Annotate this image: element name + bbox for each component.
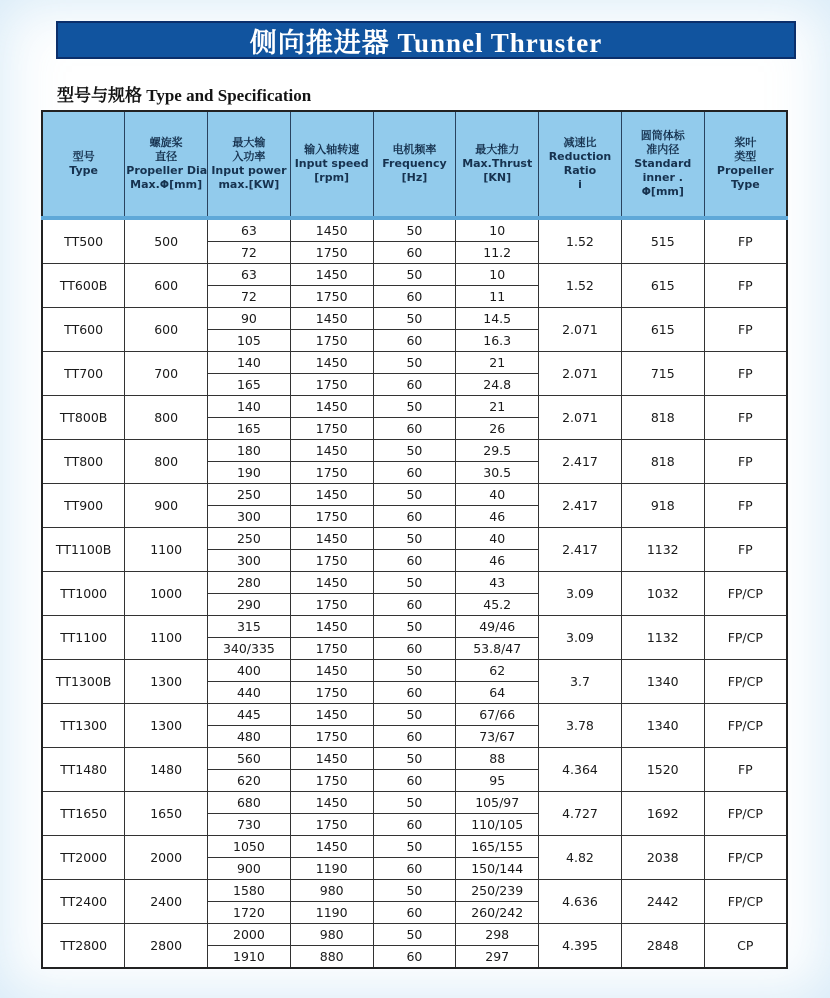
header-line: inner . [642, 171, 683, 184]
standard-inner-cell: 2442 [621, 880, 704, 924]
input-speed-cell: 1450 [290, 528, 373, 550]
spec-row-tt600 [42, 308, 787, 330]
propeller-type-cell: FP [704, 352, 787, 396]
reduction-ratio-cell: 2.071 [539, 396, 622, 440]
column-header-type [42, 111, 125, 218]
input-speed-cell: 1750 [290, 330, 373, 352]
propeller-dia-cell: 800 [125, 396, 208, 440]
input-speed-cell: 1750 [290, 462, 373, 484]
input-speed-cell: 1750 [290, 726, 373, 748]
input-power-cell: 1580 [208, 880, 291, 902]
propeller-type-cell: FP [704, 264, 787, 308]
input-power-cell: 1910 [208, 946, 291, 969]
model-cell: TT800B [42, 396, 125, 440]
max-thrust-cell: 53.8/47 [456, 638, 539, 660]
frequency-cell: 60 [373, 594, 456, 616]
header-line: Standard [634, 157, 692, 170]
input-speed-cell: 1450 [290, 440, 373, 462]
spec-row-tt500 [42, 218, 787, 242]
input-power-cell: 280 [208, 572, 291, 594]
input-power-cell: 560 [208, 748, 291, 770]
frequency-cell: 60 [373, 506, 456, 528]
frequency-cell: 50 [373, 264, 456, 286]
standard-inner-cell: 1132 [621, 528, 704, 572]
header-line: 桨叶 [734, 136, 757, 149]
frequency-cell: 50 [373, 836, 456, 858]
spec-row-tt1650 [42, 792, 787, 814]
max-thrust-cell: 46 [456, 506, 539, 528]
input-power-cell: 190 [208, 462, 291, 484]
header-line: 电机频率 [392, 143, 437, 156]
frequency-cell: 60 [373, 858, 456, 880]
spec-row-tt1480 [42, 748, 787, 770]
max-thrust-cell: 16.3 [456, 330, 539, 352]
input-speed-cell: 1190 [290, 902, 373, 924]
frequency-cell: 60 [373, 682, 456, 704]
standard-inner-cell: 615 [621, 264, 704, 308]
model-cell: TT1100B [42, 528, 125, 572]
max-thrust-cell: 40 [456, 528, 539, 550]
standard-inner-cell: 818 [621, 396, 704, 440]
frequency-cell: 60 [373, 286, 456, 308]
max-thrust-cell: 88 [456, 748, 539, 770]
spec-row-tt1100 [42, 616, 787, 638]
frequency-cell: 50 [373, 308, 456, 330]
model-cell: TT1300 [42, 704, 125, 748]
max-thrust-cell: 21 [456, 352, 539, 374]
header-line: [rpm] [314, 171, 350, 184]
frequency-cell: 50 [373, 616, 456, 638]
spec-table [41, 110, 788, 969]
propeller-type-cell: FP/CP [704, 880, 787, 924]
input-power-cell: 445 [208, 704, 291, 726]
reduction-ratio-cell: 2.417 [539, 484, 622, 528]
model-cell: TT2400 [42, 880, 125, 924]
input-power-cell: 105 [208, 330, 291, 352]
page-title: 侧向推进器 Tunnel Thruster [249, 27, 603, 58]
max-thrust-cell: 40 [456, 484, 539, 506]
input-speed-cell: 1450 [290, 792, 373, 814]
input-speed-cell: 1450 [290, 836, 373, 858]
frequency-cell: 60 [373, 374, 456, 396]
input-power-cell: 400 [208, 660, 291, 682]
header-line: Max.Φ[mm] [130, 178, 203, 191]
frequency-cell: 50 [373, 352, 456, 374]
input-speed-cell: 1750 [290, 242, 373, 264]
frequency-cell: 50 [373, 880, 456, 902]
max-thrust-cell: 10 [456, 218, 539, 242]
frequency-cell: 60 [373, 902, 456, 924]
standard-inner-cell: 818 [621, 440, 704, 484]
header-line: i [578, 178, 582, 191]
max-thrust-cell: 29.5 [456, 440, 539, 462]
reduction-ratio-cell: 2.071 [539, 352, 622, 396]
input-speed-cell: 1450 [290, 396, 373, 418]
reduction-ratio-cell: 1.52 [539, 218, 622, 264]
max-thrust-cell: 14.5 [456, 308, 539, 330]
standard-inner-cell: 2038 [621, 836, 704, 880]
propeller-dia-cell: 1300 [125, 704, 208, 748]
frequency-cell: 60 [373, 418, 456, 440]
max-thrust-cell: 62 [456, 660, 539, 682]
standard-inner-cell: 1520 [621, 748, 704, 792]
standard-inner-cell: 918 [621, 484, 704, 528]
input-speed-cell: 1450 [290, 264, 373, 286]
max-thrust-cell: 10 [456, 264, 539, 286]
header-line: Type [69, 164, 98, 177]
reduction-ratio-cell: 3.09 [539, 572, 622, 616]
column-header-propeller-type [704, 111, 787, 218]
input-power-cell: 63 [208, 264, 291, 286]
frequency-cell: 60 [373, 814, 456, 836]
spec-row-tt2000 [42, 836, 787, 858]
propeller-dia-cell: 1480 [125, 748, 208, 792]
input-power-cell: 300 [208, 550, 291, 572]
model-cell: TT900 [42, 484, 125, 528]
input-speed-cell: 1750 [290, 638, 373, 660]
reduction-ratio-cell: 1.52 [539, 264, 622, 308]
input-power-cell: 1720 [208, 902, 291, 924]
max-thrust-cell: 49/46 [456, 616, 539, 638]
propeller-type-cell: FP/CP [704, 792, 787, 836]
max-thrust-cell: 110/105 [456, 814, 539, 836]
propeller-type-cell: FP/CP [704, 836, 787, 880]
spec-row-tt600b [42, 264, 787, 286]
input-speed-cell: 880 [290, 946, 373, 969]
max-thrust-cell: 95 [456, 770, 539, 792]
model-cell: TT1000 [42, 572, 125, 616]
column-header-reduction-ratio [539, 111, 622, 218]
header-line: 型号 [72, 150, 95, 163]
reduction-ratio-cell: 4.636 [539, 880, 622, 924]
header-line: Propeller [716, 164, 774, 177]
max-thrust-cell: 73/67 [456, 726, 539, 748]
propeller-dia-cell: 700 [125, 352, 208, 396]
input-speed-cell: 1750 [290, 286, 373, 308]
frequency-cell: 60 [373, 330, 456, 352]
reduction-ratio-cell: 2.071 [539, 308, 622, 352]
standard-inner-cell: 1340 [621, 660, 704, 704]
input-power-cell: 140 [208, 352, 291, 374]
header-line: 螺旋桨 [149, 136, 183, 149]
header-line: Reduction [548, 150, 612, 163]
propeller-dia-cell: 900 [125, 484, 208, 528]
standard-inner-cell: 1340 [621, 704, 704, 748]
title-banner [56, 21, 796, 59]
standard-inner-cell: 715 [621, 352, 704, 396]
standard-inner-cell: 1132 [621, 616, 704, 660]
input-power-cell: 165 [208, 374, 291, 396]
spec-row-tt800 [42, 440, 787, 462]
column-header-max-thrust [456, 111, 539, 218]
propeller-dia-cell: 1100 [125, 616, 208, 660]
header-line: 最大输 [232, 136, 266, 149]
input-speed-cell: 1750 [290, 814, 373, 836]
propeller-type-cell: FP/CP [704, 660, 787, 704]
propeller-type-cell: CP [704, 924, 787, 969]
propeller-type-cell: FP/CP [704, 616, 787, 660]
input-speed-cell: 1750 [290, 594, 373, 616]
header-line: Input power [211, 164, 287, 177]
input-speed-cell: 1190 [290, 858, 373, 880]
frequency-cell: 50 [373, 396, 456, 418]
header-line: Frequency [382, 157, 447, 170]
max-thrust-cell: 21 [456, 396, 539, 418]
input-speed-cell: 1750 [290, 682, 373, 704]
max-thrust-cell: 165/155 [456, 836, 539, 858]
column-header-propeller-dia [125, 111, 208, 218]
propeller-dia-cell: 1100 [125, 528, 208, 572]
spec-row-tt1000 [42, 572, 787, 594]
propeller-dia-cell: 2800 [125, 924, 208, 969]
model-cell: TT500 [42, 218, 125, 264]
reduction-ratio-cell: 2.417 [539, 440, 622, 484]
input-speed-cell: 1750 [290, 418, 373, 440]
frequency-cell: 60 [373, 770, 456, 792]
max-thrust-cell: 150/144 [456, 858, 539, 880]
model-cell: TT1300B [42, 660, 125, 704]
reduction-ratio-cell: 3.7 [539, 660, 622, 704]
frequency-cell: 50 [373, 218, 456, 242]
frequency-cell: 50 [373, 748, 456, 770]
max-thrust-cell: 67/66 [456, 704, 539, 726]
header-line: [KN] [483, 171, 512, 184]
propeller-type-cell: FP [704, 440, 787, 484]
input-speed-cell: 1750 [290, 506, 373, 528]
input-power-cell: 180 [208, 440, 291, 462]
standard-inner-cell: 1032 [621, 572, 704, 616]
reduction-ratio-cell: 4.395 [539, 924, 622, 969]
input-power-cell: 480 [208, 726, 291, 748]
input-speed-cell: 1450 [290, 352, 373, 374]
propeller-dia-cell: 600 [125, 264, 208, 308]
input-speed-cell: 1750 [290, 374, 373, 396]
standard-inner-cell: 615 [621, 308, 704, 352]
header-line: 输入轴转速 [304, 143, 360, 156]
max-thrust-cell: 297 [456, 946, 539, 969]
spec-row-tt1100b [42, 528, 787, 550]
input-speed-cell: 1450 [290, 218, 373, 242]
spec-row-tt900 [42, 484, 787, 506]
input-speed-cell: 1450 [290, 484, 373, 506]
reduction-ratio-cell: 3.78 [539, 704, 622, 748]
model-cell: TT700 [42, 352, 125, 396]
propeller-type-cell: FP [704, 528, 787, 572]
max-thrust-cell: 260/242 [456, 902, 539, 924]
input-power-cell: 900 [208, 858, 291, 880]
input-power-cell: 340/335 [208, 638, 291, 660]
propeller-dia-cell: 1000 [125, 572, 208, 616]
header-line: 最大推力 [475, 143, 520, 156]
table-header-row [42, 111, 787, 218]
model-cell: TT2000 [42, 836, 125, 880]
input-speed-cell: 1450 [290, 748, 373, 770]
max-thrust-cell: 46 [456, 550, 539, 572]
header-line: 准内径 [646, 143, 680, 156]
header-line: Propeller Dia [126, 164, 208, 177]
frequency-cell: 60 [373, 242, 456, 264]
input-speed-cell: 1450 [290, 660, 373, 682]
spec-row-tt2800 [42, 924, 787, 946]
header-line: Ratio [563, 164, 597, 177]
input-power-cell: 315 [208, 616, 291, 638]
propeller-type-cell: FP [704, 748, 787, 792]
input-power-cell: 72 [208, 286, 291, 308]
max-thrust-cell: 24.8 [456, 374, 539, 396]
max-thrust-cell: 11.2 [456, 242, 539, 264]
reduction-ratio-cell: 4.364 [539, 748, 622, 792]
max-thrust-cell: 26 [456, 418, 539, 440]
input-power-cell: 2000 [208, 924, 291, 946]
max-thrust-cell: 250/239 [456, 880, 539, 902]
spec-row-tt1300b [42, 660, 787, 682]
input-power-cell: 290 [208, 594, 291, 616]
spec-row-tt2400 [42, 880, 787, 902]
input-speed-cell: 1450 [290, 308, 373, 330]
spec-row-tt700 [42, 352, 787, 374]
section-subtitle: 型号与规格 Type and Specification [57, 86, 312, 105]
max-thrust-cell: 45.2 [456, 594, 539, 616]
max-thrust-cell: 298 [456, 924, 539, 946]
frequency-cell: 60 [373, 462, 456, 484]
max-thrust-cell: 11 [456, 286, 539, 308]
frequency-cell: 50 [373, 528, 456, 550]
frequency-cell: 50 [373, 924, 456, 946]
model-cell: TT1650 [42, 792, 125, 836]
frequency-cell: 50 [373, 792, 456, 814]
input-speed-cell: 1450 [290, 704, 373, 726]
propeller-dia-cell: 2400 [125, 880, 208, 924]
table-body [42, 218, 787, 968]
column-header-frequency [373, 111, 456, 218]
input-speed-cell: 980 [290, 880, 373, 902]
header-line: 入功率 [232, 150, 266, 163]
header-line: max.[KW] [218, 178, 280, 191]
column-header-input-power [208, 111, 291, 218]
model-cell: TT2800 [42, 924, 125, 969]
frequency-cell: 50 [373, 660, 456, 682]
frequency-cell: 50 [373, 440, 456, 462]
standard-inner-cell: 1692 [621, 792, 704, 836]
input-speed-cell: 1450 [290, 616, 373, 638]
input-power-cell: 300 [208, 506, 291, 528]
input-power-cell: 1050 [208, 836, 291, 858]
input-power-cell: 63 [208, 218, 291, 242]
propeller-dia-cell: 800 [125, 440, 208, 484]
propeller-type-cell: FP/CP [704, 572, 787, 616]
propeller-type-cell: FP [704, 308, 787, 352]
propeller-dia-cell: 500 [125, 218, 208, 264]
input-power-cell: 165 [208, 418, 291, 440]
header-line: 直径 [155, 150, 178, 163]
reduction-ratio-cell: 2.417 [539, 528, 622, 572]
input-power-cell: 250 [208, 484, 291, 506]
propeller-type-cell: FP [704, 218, 787, 264]
propeller-type-cell: FP/CP [704, 704, 787, 748]
input-power-cell: 90 [208, 308, 291, 330]
header-line: Input speed [294, 157, 369, 170]
column-header-input-speed [290, 111, 373, 218]
input-power-cell: 440 [208, 682, 291, 704]
header-line: [Hz] [401, 171, 428, 184]
frequency-cell: 50 [373, 484, 456, 506]
model-cell: TT600B [42, 264, 125, 308]
frequency-cell: 50 [373, 572, 456, 594]
spec-row-tt1300 [42, 704, 787, 726]
model-cell: TT600 [42, 308, 125, 352]
frequency-cell: 60 [373, 550, 456, 572]
propeller-dia-cell: 1650 [125, 792, 208, 836]
table-head [42, 111, 787, 218]
standard-inner-cell: 2848 [621, 924, 704, 969]
reduction-ratio-cell: 4.82 [539, 836, 622, 880]
header-line: 类型 [734, 150, 757, 163]
input-speed-cell: 1450 [290, 572, 373, 594]
propeller-type-cell: FP [704, 396, 787, 440]
max-thrust-cell: 43 [456, 572, 539, 594]
input-power-cell: 72 [208, 242, 291, 264]
frequency-cell: 50 [373, 704, 456, 726]
model-cell: TT1480 [42, 748, 125, 792]
input-speed-cell: 1750 [290, 770, 373, 792]
model-cell: TT1100 [42, 616, 125, 660]
header-line: Max.Thrust [462, 157, 533, 170]
header-line: 圆筒体标 [640, 129, 685, 142]
header-line: Type [730, 178, 760, 191]
frequency-cell: 60 [373, 726, 456, 748]
header-line: 减速比 [563, 136, 597, 149]
propeller-type-cell: FP [704, 484, 787, 528]
reduction-ratio-cell: 4.727 [539, 792, 622, 836]
input-power-cell: 620 [208, 770, 291, 792]
input-power-cell: 250 [208, 528, 291, 550]
column-header-standard-inner [621, 111, 704, 218]
frequency-cell: 60 [373, 946, 456, 969]
input-power-cell: 680 [208, 792, 291, 814]
header-line: Φ[mm] [641, 185, 684, 198]
propeller-dia-cell: 2000 [125, 836, 208, 880]
propeller-dia-cell: 600 [125, 308, 208, 352]
max-thrust-cell: 105/97 [456, 792, 539, 814]
input-speed-cell: 980 [290, 924, 373, 946]
max-thrust-cell: 30.5 [456, 462, 539, 484]
model-cell: TT800 [42, 440, 125, 484]
propeller-dia-cell: 1300 [125, 660, 208, 704]
spec-row-tt800b [42, 396, 787, 418]
max-thrust-cell: 64 [456, 682, 539, 704]
input-speed-cell: 1750 [290, 550, 373, 572]
input-power-cell: 730 [208, 814, 291, 836]
reduction-ratio-cell: 3.09 [539, 616, 622, 660]
standard-inner-cell: 515 [621, 218, 704, 264]
frequency-cell: 60 [373, 638, 456, 660]
input-power-cell: 140 [208, 396, 291, 418]
